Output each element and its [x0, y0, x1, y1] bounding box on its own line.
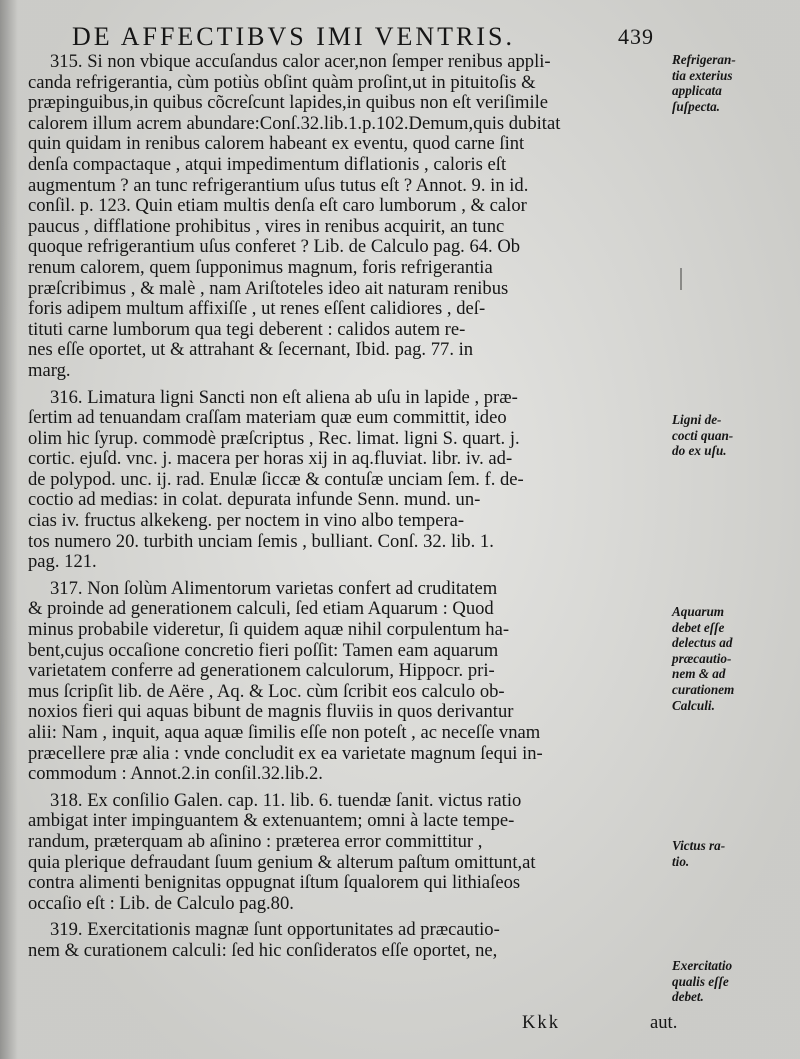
- margin-note-victus-ratio: [672, 838, 796, 869]
- text-line: 318. Ex conſilio Galen. cap. 11. lib. 6. tuendæ ſanit. victus ratio: [50, 790, 522, 811]
- text-line: quia plerique defraudant ſuum genium & alterum paſtum omittunt,at: [28, 852, 536, 873]
- margin-note-line: debet eſſe: [672, 619, 725, 635]
- margin-note-line: Ligni de-: [672, 412, 722, 427]
- margin-note-line: do ex uſu.: [672, 443, 727, 459]
- text-line: commodum : Annot.2.in conſil.32.lib.2.: [28, 764, 323, 785]
- margin-note-line: Refrigeran-: [672, 52, 736, 67]
- margin-note-line: Calculi.: [672, 697, 715, 713]
- text-line: cias iv. fructus alkekeng. per noctem in vino albo tempera-: [28, 511, 465, 532]
- text-line: paucus , difflatione prohibitus , vires in renibus acquirit, an tunc: [28, 216, 505, 237]
- text-line: denſa compactaque , atqui impedimentum diflationis , caloris eſt: [28, 154, 507, 175]
- text-line: quin quidam in renibus calorem habeant ex eventu, quod carne ſint: [28, 134, 525, 155]
- text-line: calorem illum acrem abundare:Conſ.32.lib.1.p.102.Demum,quis dubitat: [28, 113, 561, 134]
- text-line: varietatem conferre ad generationem calculorum, Hippocr. pri-: [28, 661, 495, 682]
- page-number: 439: [618, 24, 654, 49]
- text-line: 317. Non ſolùm Alimentorum varietas confert ad cruditatem: [50, 578, 498, 599]
- text-line: marg.: [28, 360, 71, 381]
- text-line: pag. 121.: [28, 552, 97, 573]
- margin-note-line: Victus ra-: [672, 838, 726, 853]
- margin-note-line: applicata: [672, 83, 722, 99]
- margin-note-line: cocti quan-: [672, 427, 734, 443]
- text-line: & proinde ad generationem calculi, ſed etiam Aquarum : Quod: [28, 599, 494, 620]
- text-line: præpinguibus,in quibus cõcreſcunt lapides,in quibus non eſt veriſimile: [28, 93, 549, 114]
- text-line: de polypod. unc. ij. rad. Enulæ ſiccæ & contuſæ unciam ſem. f. de-: [28, 469, 524, 490]
- margin-note-line: curationem: [672, 681, 735, 697]
- margin-note-line: præcautio-: [672, 650, 732, 666]
- margin-note-refrigerantia: [672, 52, 796, 114]
- margin-note-line: delectus ad: [672, 635, 733, 651]
- main-text-block: [28, 52, 678, 962]
- margin-note-line: debet.: [672, 989, 704, 1005]
- margin-note-line: Aquarum: [672, 604, 725, 619]
- text-line: contra alimenti benignitas oppugnat iſtum ſqualorem qui lithiaſeos: [28, 873, 521, 894]
- signature-mark: Kkk: [522, 1012, 561, 1033]
- text-line: alii: Nam , inquit, aqua aquæ ſimilis eſſe non poteſt , ac neceſſe vnam: [28, 723, 541, 743]
- text-line: minus probabile videretur, ſi quidem aquæ nihil corpulentum ha-: [28, 620, 510, 641]
- text-line: nes eſſe oportet, ut & attrahant & ſecernant, Ibid. pag. 77. in: [28, 340, 474, 361]
- text-line: nem & curationem calculi: ſed hic conſideratos eſſe oportet, ne,: [28, 940, 498, 961]
- text-line: 316. Limatura ligni Sancti non eſt aliena ab uſu in lapide , præ-: [50, 387, 518, 408]
- text-line: conſil. p. 123. Quin etiam multis denſa eſt caro lumborum , & calor: [28, 196, 527, 217]
- margin-note-line: nem & ad: [672, 666, 726, 682]
- running-head-title: DE AFFECTIBVS IMI VENTRIS.: [72, 22, 516, 51]
- text-line: foris adipem multum affixiſſe , ut renes eſſent calidiores , deſ-: [28, 299, 486, 320]
- margin-note-line: qualis eſſe: [672, 973, 729, 989]
- margin-note-line: ſuſpecta.: [672, 98, 720, 114]
- text-line: randum, præterquam ab aſinino : præterea error committitur ,: [28, 831, 483, 852]
- catchword: aut.: [650, 1012, 678, 1033]
- margin-note-exercitatio: [672, 958, 796, 1005]
- text-line: tos numero 20. turbith unciam ſemis , bulliant. Conſ. 32. lib. 1.: [28, 531, 494, 552]
- margin-note-line: tia exterius: [672, 67, 733, 83]
- text-line: ſertim ad tenuandam craſſam materiam quæ eum committit, ideo: [28, 408, 507, 429]
- text-line: 319. Exercitationis magnæ ſunt opportunitates ad præcautio-: [50, 920, 500, 941]
- margin-note-aquarum: [672, 604, 796, 713]
- text-line: augmentum ? an tunc refrigerantium uſus tutus eſt ? Annot. 9. in id.: [28, 175, 529, 196]
- text-line: bent,cujus occaſione concretio fieri poſſit: Tamen eam aquarum: [28, 640, 499, 661]
- margin-note-ligni-decoctum: [672, 412, 796, 459]
- margin-note-line: Exercitatio: [672, 958, 733, 973]
- text-line: renum calorem, quem ſupponimus magnum, foris refrigerantia: [28, 257, 493, 278]
- text-line: canda refrigerantia, cùm potiùs obſint quàm proſint,ut in pituitoſis &: [28, 72, 536, 93]
- margin-note-line: tio.: [672, 853, 690, 869]
- text-line: quoque refrigerantium uſus conferet ? Lib. de Calculo pag. 64. Ob: [28, 237, 521, 258]
- text-line: tituti carne lumborum qua tegi deberent : calidos autem re-: [28, 319, 466, 340]
- text-line: præcellere præ alia : vnde concludit ex ea varietate magnum ſequi in-: [28, 743, 543, 764]
- text-line: occaſio eſt : Lib. de Calculo pag.80.: [28, 893, 294, 914]
- ink-mark: [680, 268, 682, 290]
- text-line: mus ſcripſit lib. de Aëre , Aq. & Loc. cùm ſcribit eos calculo ob-: [28, 681, 505, 702]
- text-line: præſcribimus , & malè , nam Ariſtoteles ideo ait naturam renibus: [28, 278, 509, 299]
- text-line: coctio ad medias: in colat. depurata infunde Senn. mund. un-: [28, 490, 481, 511]
- text-line: olim hic ſyrup. commodè præſcriptus , Rec. limat. ligni S. quart. j.: [28, 428, 520, 449]
- text-line: cortic. ejuſd. vnc. j. macera per horas xij in aq.fluviat. libr. iv. ad-: [28, 449, 513, 470]
- text-line: 315. Si non vbique accuſandus calor acer,non ſemper renibus appli-: [50, 52, 551, 72]
- text-line: noxios fieri qui aquas bibunt de magnis fluviis in quos derivantur: [28, 702, 514, 723]
- text-line: ambigat inter impinguantem & extenuantem; omni à lacte tempe-: [28, 811, 515, 832]
